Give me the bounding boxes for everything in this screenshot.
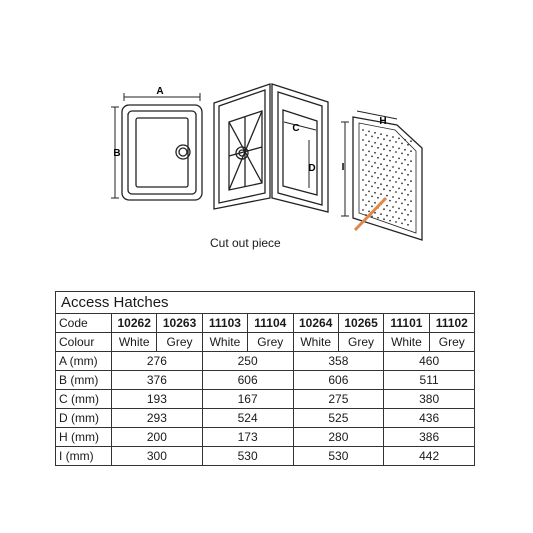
dimension-h [357,111,397,119]
table-row [56,409,475,428]
dimension-value: 442 [384,447,475,466]
code-cell: 11103 [202,314,247,333]
dim-label-b: B [113,148,121,159]
dimension-value: 530 [202,447,293,466]
dimension-value: 280 [293,428,384,447]
colour-cell: White [384,333,429,352]
dim-label-a: A [156,86,164,97]
table-row [56,352,475,371]
dimension-value: 276 [112,352,203,371]
code-cell: 11104 [248,314,293,333]
colour-cell: Grey [157,333,202,352]
code-cell: 10264 [293,314,338,333]
dimension-value: 606 [293,371,384,390]
code-cell: 10265 [338,314,383,333]
dimension-value: 376 [112,371,203,390]
code-cell: 11101 [384,314,429,333]
dimension-value: 530 [293,447,384,466]
access-hatches-table [55,291,475,466]
dimension-value: 606 [202,371,293,390]
row-label: C (mm) [56,390,112,409]
dimension-value: 524 [202,409,293,428]
dimension-value: 460 [384,352,475,371]
table-row [56,428,475,447]
dimension-value: 167 [202,390,293,409]
colour-cell: Grey [429,333,474,352]
colour-cell: Grey [338,333,383,352]
dimension-value: 173 [202,428,293,447]
dimension-value: 386 [384,428,475,447]
table-row [56,447,475,466]
table-row [56,371,475,390]
dimension-value: 525 [293,409,384,428]
colour-label: Colour [56,333,112,352]
dimension-value: 200 [112,428,203,447]
dimension-value: 250 [202,352,293,371]
open-hatch [214,84,328,212]
code-cell: 10263 [157,314,202,333]
colour-cell: White [293,333,338,352]
code-row [56,314,475,333]
dim-label-i: I [341,162,345,173]
row-label: A (mm) [56,352,112,371]
closed-hatch [122,105,202,200]
colour-cell: White [112,333,157,352]
colour-row [56,333,475,352]
code-cell: 10262 [112,314,157,333]
row-label: D (mm) [56,409,112,428]
dimension-value: 293 [112,409,203,428]
code-cell: 11102 [429,314,474,333]
row-label: B (mm) [56,371,112,390]
dim-label-d: D [308,163,316,174]
cut-out-perforation [362,129,412,226]
row-label: I (mm) [56,447,112,466]
colour-cell: Grey [248,333,293,352]
figure-caption: Cut out piece [210,236,281,250]
dimension-value: 358 [293,352,384,371]
dimension-c [284,122,316,130]
dimension-value: 300 [112,447,203,466]
row-label: H (mm) [56,428,112,447]
dimension-value: 380 [384,390,475,409]
dimension-value: 193 [112,390,203,409]
dim-label-c: C [292,123,300,134]
table-title: Access Hatches [56,292,475,314]
table-row [56,390,475,409]
dimension-value: 511 [384,371,475,390]
dimension-value: 275 [293,390,384,409]
table-title-row [56,292,475,314]
dim-label-h: H [379,116,387,127]
colour-cell: White [202,333,247,352]
code-label: Code [56,314,112,333]
dimension-value: 436 [384,409,475,428]
